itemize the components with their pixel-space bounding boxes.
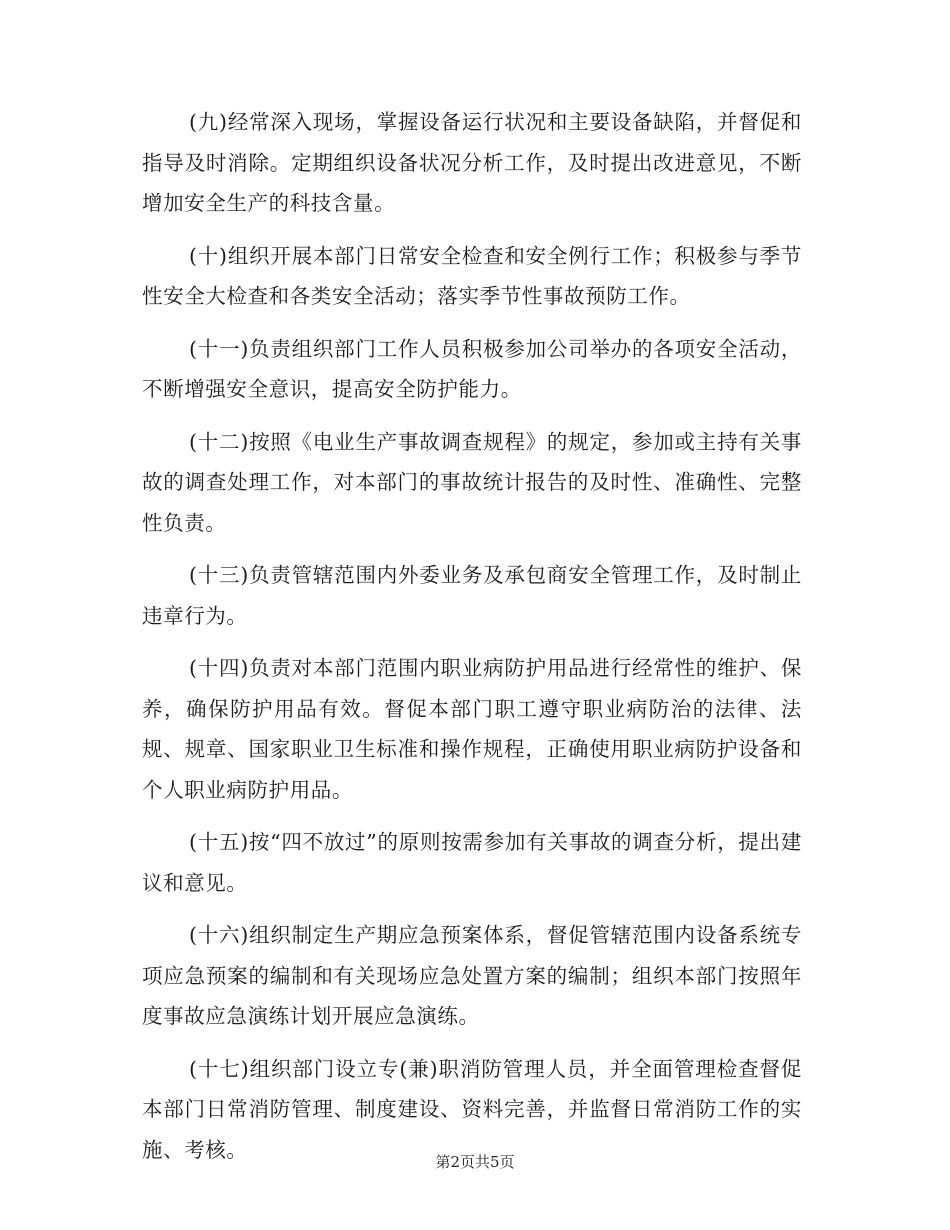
paragraph-17: (十七)组织部门设立专(兼)职消防管理人员，并全面管理检查督促本部门日常消防管理、制度建设、资料完善，并监督日常消防工作的实施、考核。	[142, 1056, 802, 1162]
document-body	[142, 102, 802, 1182]
paragraph-10: (十)组织开展本部门日常安全检查和安全例行工作；积极参与季节性安全大检查和各类安全活动；落实季节性事故预防工作。	[142, 243, 802, 308]
paragraph-12: (十二)按照《电业生产事故调查规程》的规定，参加或主持有关事故的调查处理工作，对本部门的事故统计报告的及时性、准确性、完整性负责。	[142, 429, 802, 535]
paragraph-15: (十五)按“四不放过”的原则按需参加有关事故的调查分析，提出建议和意见。	[142, 830, 802, 895]
page-footer: 第2页共5页	[435, 1153, 515, 1171]
paragraph-14: (十四)负责对本部门范围内职业病防护用品进行经常性的维护、保养，确保防护用品有效。督促本部门职工遵守职业病防治的法律、法规、规章、国家职业卫生标准和操作规程，正确使用职业病防护设备和个人职业病防护用品。	[142, 656, 802, 802]
paragraph-16: (十六)组织制定生产期应急预案体系，督促管辖范围内设备系统专项应急预案的编制和有关现场应急处置方案的编制；组织本部门按照年度事故应急演练计划开展应急演练。	[142, 923, 802, 1028]
paragraph-13: (十三)负责管辖范围内外委业务及承包商安全管理工作，及时制止违章行为。	[142, 563, 802, 628]
paragraph-11: (十一)负责组织部门工作人员积极参加公司举办的各项安全活动，不断增强安全意识，提高安全防护能力。	[142, 336, 802, 401]
paragraph-9: (九)经常深入现场，掌握设备运行状况和主要设备缺陷，并督促和指导及时消除。定期组织设备状况分析工作，及时提出改进意见，不断增加安全生产的科技含量。	[142, 110, 802, 215]
